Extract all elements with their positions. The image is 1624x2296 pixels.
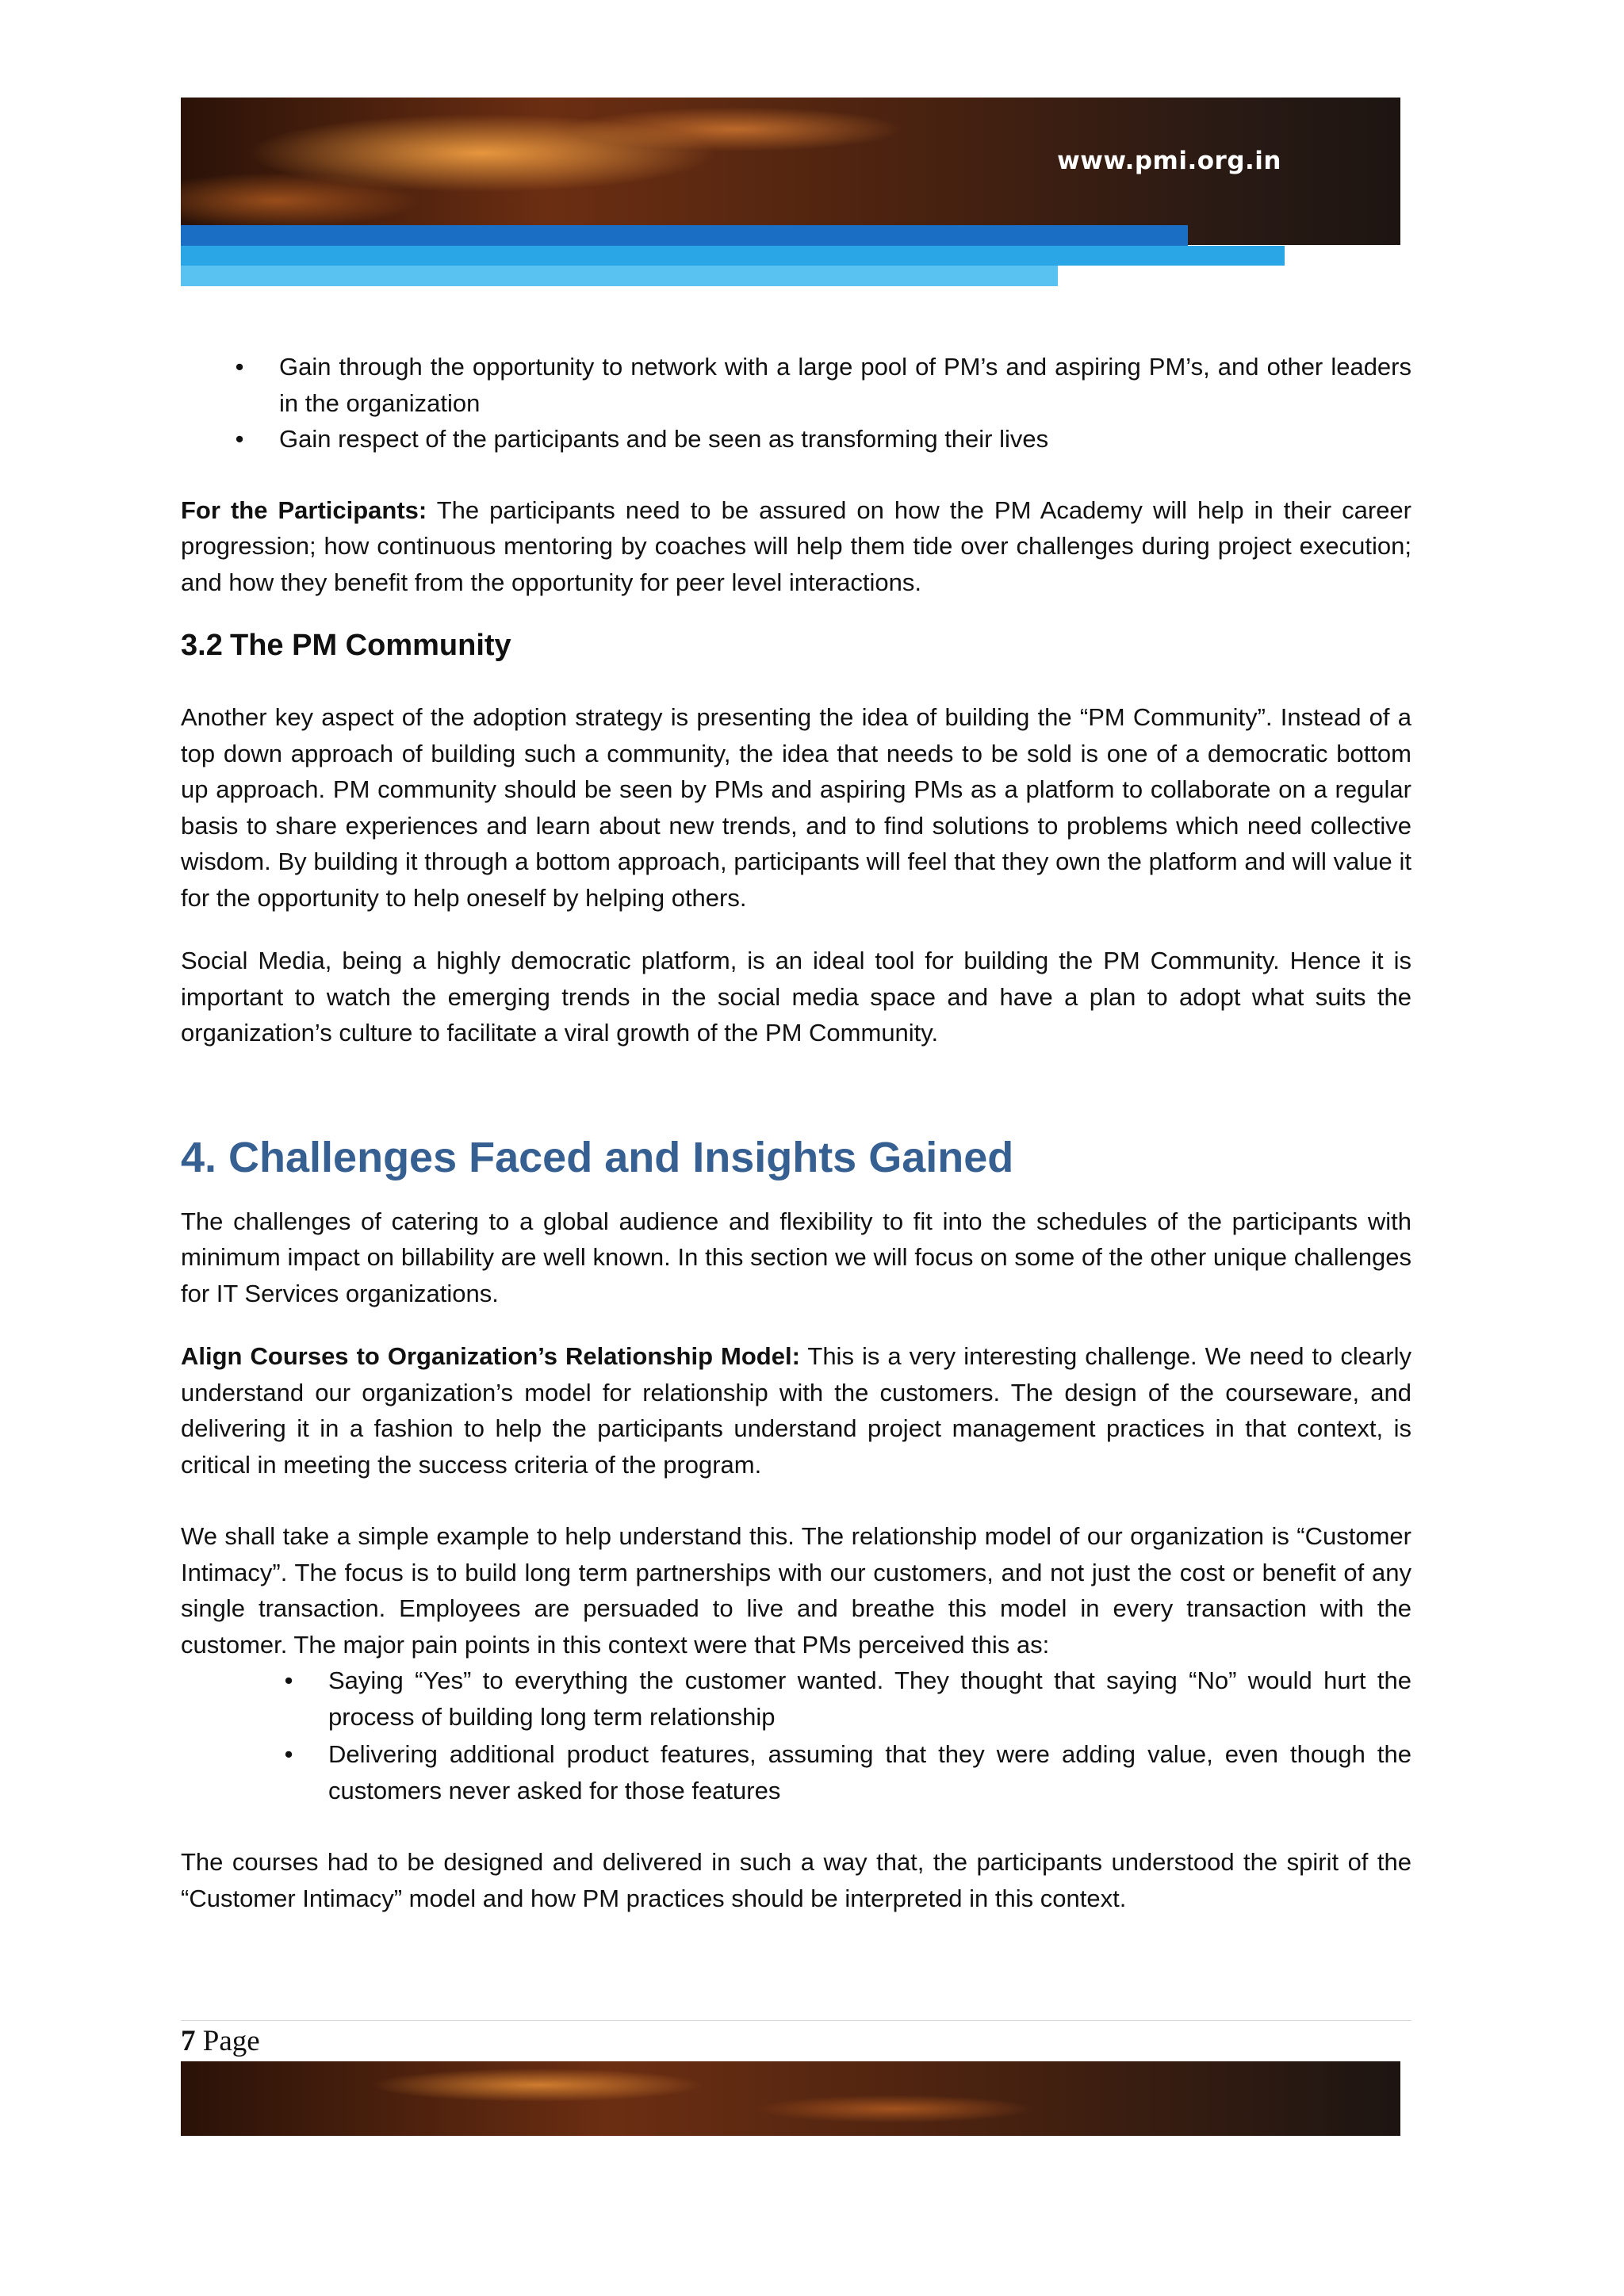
top-bullet-list	[181, 349, 1411, 457]
pain-points-list	[181, 1663, 1411, 1808]
list-item	[181, 1663, 1411, 1735]
list-item	[181, 1736, 1411, 1808]
example-paragraph: We shall take a simple example to help understand this. The relationship model of our organization is “Customer Intimacy”. The focus is to build long term partnerships with our customers, and not just the cost or benefit of any single transaction. Employees are persuaded to live and breathe this model in every transaction with the customer. The major pain points in this context were that PMs perceived this as:	[181, 1522, 1411, 1659]
page-number: 7	[181, 2025, 196, 2057]
challenges-intro-paragraph: The challenges of catering to a global audience and flexibility to fit into the schedules of the participants with minimum impact on billability are well known. In this section we will focus on some of the other unique challenges for IT Services organizations.	[181, 1207, 1411, 1307]
align-courses-paragraph	[181, 1338, 1411, 1483]
list-item-text: Delivering additional product features, assuming that they were adding value, even though the customers never asked for those features	[328, 1740, 1411, 1804]
header-url: www.pmi.org.in	[1057, 147, 1281, 175]
align-courses-text: This is a very interesting challenge. We need to clearly understand our organization’s model for relationship with the customers. The design of the courseware, and delivering it in a fashion to help the participants understand project management practices in that context, is critical in meeting the success criteria of the program.	[181, 1342, 1411, 1479]
pm-community-paragraph: Another key aspect of the adoption strategy is presenting the idea of building the “PM Community”. Instead of a top down approach of building such a community, the idea that needs to be sold is one of a democratic bottom up approach. PM community should be seen by PMs and aspiring PMs as a platform to collaborate on a regular basis to share experiences and learn about new trends, and to find solutions to problems which need collective wisdom. By building it through a bottom approach, participants will feel that they own the platform and will value it for the opportunity to help oneself by helping others.	[181, 703, 1411, 912]
list-item	[181, 421, 1411, 457]
footer-banner	[181, 2061, 1400, 2136]
page-number-label	[181, 2024, 260, 2059]
list-item-text: Saying “Yes” to everything the customer wanted. They thought that saying “No” would hurt the process of building long term relationship	[328, 1667, 1411, 1731]
section-3-2-title: The PM Community	[230, 629, 511, 662]
participants-label: For the Participants:	[181, 496, 427, 524]
section-4-heading: 4. Challenges Faced and Insights Gained	[181, 1133, 1014, 1181]
header-banner	[181, 98, 1400, 245]
bullet-icon: •	[235, 425, 244, 453]
participants-paragraph	[181, 492, 1411, 601]
section-3-2-number: 3.2	[181, 629, 223, 662]
list-item	[181, 349, 1411, 421]
section-3-2-heading	[181, 626, 1411, 664]
bullet-icon: •	[284, 1667, 293, 1694]
bullet-icon: •	[284, 1740, 293, 1768]
header-stripe-light	[181, 266, 1058, 286]
closing-paragraph: The courses had to be designed and delivered in such a way that, the participants understood the spirit of the “Customer Intimacy” model and how PM practices should be interpreted in this context.	[181, 1848, 1411, 1912]
header-stripe-dark	[181, 225, 1188, 246]
align-courses-label: Align Courses to Organization’s Relationship Model:	[181, 1342, 800, 1370]
social-media-paragraph: Social Media, being a highly democratic platform, is an ideal tool for building the PM Community. Hence it is important to watch the emerging trends in the social media space and have a plan to adopt what suits the organization’s culture to facilitate a viral growth of the PM Community.	[181, 947, 1411, 1047]
participants-text: The participants need to be assured on how the PM Academy will help in their career progression; how continuous mentoring by coaches will help them tide over challenges during project execution; and how they benefit from the opportunity for peer level interactions.	[181, 496, 1411, 596]
bullet-icon: •	[235, 353, 244, 381]
list-item-text: Gain respect of the participants and be seen as transforming their lives	[279, 425, 1049, 453]
page-word: Page	[195, 2025, 260, 2057]
header-stripe-mid	[181, 246, 1285, 266]
list-item-text: Gain through the opportunity to network with a large pool of PM’s and aspiring PM’s, and other leaders in the organization	[279, 353, 1411, 417]
footer-divider	[181, 2020, 1411, 2021]
page-content	[181, 349, 1411, 1916]
